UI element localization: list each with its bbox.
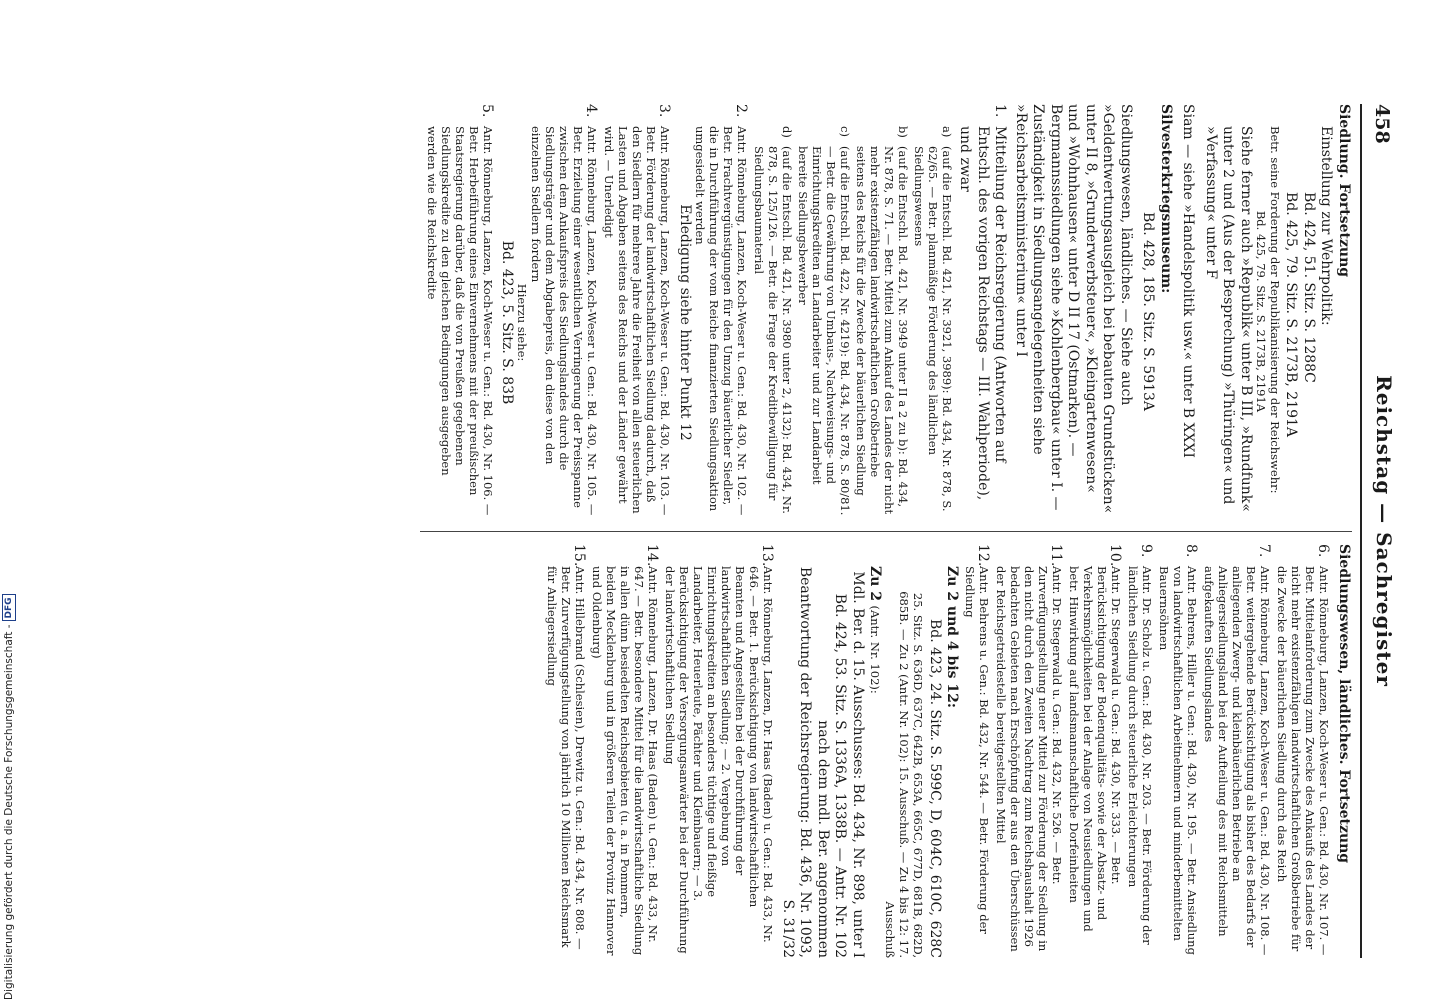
item-text: Antr. Rönneburg, Lanzen, Koch-Weser u. Gen.: Bd. 430, Nr. 103. — Betr. Förderung der landwirtschaftlichen Siedlung dadurch, daß den Siedlern für mehrere Jahre die Freiheit von allen steuerlichen Lasten und Abgaben seitens des Reichs und der Länder gewährt wird. — Unerledigt [602,126,673,516]
item-text: Antr. Dr. Stegerwald u. Gen.: Bd. 430, Nr. 333. — Betr. Berücksichtigung der Bodenqualitäts- sowie der Absatz- und Verkehrsmöglichkeiten bei der Anlage von Neusiedlungen und betr. Hinwirkung auf landsmannschaftliche Dorfeinheiten [1067,566,1124,932]
list-item [603,104,673,519]
sub-item-text: (auf die Entschl. Bd. 421, Nr. 3949 unter II a 2 zu b): Bd. 434, Nr. 878, S. 71. — Betr. Mittel zum Ankauf des Landes der nicht mehr existenzfähigen landwirtschaftlichen Großbetriebe seitens des Reichs für die Zwecke der bäuerlichen Siedlung [854,146,910,515]
sub-item [796,126,852,519]
item-text: Antr. Hillebrand (Schlesien), Drewitz u. Gen.: Bd. 434, Nr. 808. — Betr. Zurverfügungstellung von jährlich 10 Millionen Reichsmark für Anliegersiedlung [545,566,588,950]
item-number: 15. [571,544,588,567]
item-text: Antr. Rönneburg, Lanzen, Dr. Haas (Baden) u. Gen.: Bd. 433, Nr. 647. — Betr. besondere Mittel für die landwirtschaftliche Siedlung in allen dünn besiedelten Reichsgebieten (u. a. in Pommern, beiden Mecklenburg und in größeren Teilen der Provinz Hannover und Oldenburg) [590,566,661,956]
item-text: Antr. Rönneburg, Lanzen, Koch-Weser u. Gen.: Bd. 430, Nr. 106. — Betr. Herbeiführung eines Einvernehmens mit der preußischen Staatsregierung darüber, daß die von Preußen gegebenen Siedlungskredite zu den gleichen Bedingungen ausgegeben werden wie die Reichskredite [425,126,495,516]
item-number: 14. [644,544,661,567]
item-number: 2. [733,104,749,118]
reference: Bd. 428, 185. Sitz. S. 5913A [1140,211,1157,412]
zu-label: Zu 2 [867,566,884,602]
page-header [1360,104,1394,958]
list-item [752,104,1009,519]
item-text: Antr. Rönneburg, Lanzen, Koch-Weser u. Gen.: Bd. 430, Nr. 108. — Betr. weitergehende Berücksichtigung als bisher des Bedarfs der anliegenden Zwerg- und kleinbäuerlichen Betriebe an Anliegersiedlungsland bei der Aufteilung des mit Reichsmitteln aufgekauften Siedlungslandes [1202,566,1273,956]
see-also: Siehe ferner auch »Republik« unter B III, »Rundfunk« unter 2 und (Aus der Besprechung) »Thüringen« und »Verfassung« unter F [1203,126,1254,512]
entry-siedlung-cont [1202,104,1353,519]
sub-item-label: d) [780,126,794,138]
entry-heading: Siedlung. Fortsetzung [1336,104,1352,278]
left-column [420,104,1352,531]
item-text: Antr. Rönneburg, Lanzen, Koch-Weser u. Gen.: Bd. 430, Nr. 107. — Betr. Mittelanforderung zum Zwecke des Ankaufs des Landes der nicht mehr existenzfähigen landwirtschaftlichen Großbetriebe für die Zwecke der bäuerlichen Siedlung durch das Reich [1275,566,1332,956]
sub-item [912,126,954,519]
list-item [1068,544,1124,958]
list-item [591,544,661,958]
entry-heading: Silvesterkriegsmuseum: [1158,104,1174,294]
sub-item-text: (auf die Entschl. Bd. 422, Nr. 4219): Bd. 434, Nr. 878, S. 80/81. — Betr. die Gewährung von Umbaus-, Nachweisungs- und Einrichtungskrediten an Landarbeiter und zur Landarbeit bereite Siedlungsbewerber [796,146,852,516]
item-text: Antr. Rönneburg, Lanzen, Koch-Weser u. Gen.: Bd. 430, Nr. 102. — Betr. Frachtvergünstigungen für den Umzug bäuerlicher Siedler, die in Durchführung der vom Reiche finanzierten Siedlungsaktion umgesiedelt werden [693,126,749,516]
zu-2-block [779,544,884,958]
reference: Beantwortung der Reichsregierung: Bd. 436, Nr. 1093, S. 31/32 [780,566,814,958]
sub-item-text: (auf die Entschl. Bd. 421, Nr. 3921, 3989): Bd. 434, Nr. 878, S. 62/65. — Betr. planmäßige Förderung des ländlichen Siedlungswesens [912,146,954,512]
digitization-credit [2,0,16,1000]
zu-label: Zu 2 und 4 bis 12: [944,566,961,709]
item-number: 3. [656,104,673,118]
sub-item [854,126,910,519]
item-number: 7. [1256,544,1273,558]
item-number: 10. [1107,544,1124,567]
entry-note: Betr. seine Forderung der Republikanisierung der Reichswehr: [1268,126,1282,494]
list-item [676,104,750,519]
list-item [995,544,1065,958]
item-text: Antr. Rönneburg, Lanzen, Koch-Weser u. Gen.: Bd. 430, Nr. 105. — Betr. Erzielung einer wesentlichen Verringerung der Preisspanne zwischen dem Ankaufspreis des Siedlungslandes durch die Siedlungsträger und dem Abgabepreis, den diese von den einzelnen Siedlern fordern [529,126,600,516]
entry-heading: Siedlungswesen, ländliches. Fortsetzung [1336,544,1352,864]
running-title: Reichstag — Sachregister [1372,375,1396,687]
list-item [1158,544,1200,958]
item-text: Antr. Dr. Stegerwald u. Gen.: Bd. 432, Nr. 526. — Betr. Zurverfügungstellung neuer Mittel zur Förderung der Siedlung in den nicht durch den Zweiten Nachtrag zum Reichshaushalt 1926 bedachten Gebieten nach Erschöpfung der aus den Überschüssen der Reichsgetreidestelle bereitgestellten Mittel [994,566,1065,952]
page-number: 458 [1371,104,1393,144]
item-number: 13. [759,544,776,567]
list-item [546,544,588,958]
reference: Bd. 423, 5. Sitz. S. 83B [499,240,516,405]
reference: Bd. 424, 53. Sitz. S. 1336A, 1338B. — Antr. Nr. 102 nach dem mdl. Ber. angenommen [815,593,849,958]
reference: Bd. 423, 24. Sitz. S. 599C, D, 604C, 610C, 628C [927,618,943,958]
sub-item [752,126,794,519]
reference: 25. Sitz. S. 636D, 637C, 642B, 653A, 665C, 677D, 681B, 682D, 685B. — Zu 2 (Antr. Nr. 102): 15. Ausschuß. — Zu 4 bis 12: 17. Ausschuß [883,591,926,958]
item-text: Antr. Dr. Scholz u. Gen.: Bd. 430, Nr. 203. — Betr. Förderung der ländlichen Siedlung durch steuerliche Erleichterungen [1126,566,1155,945]
item-text: Antr. Rönneburg, Lanzen, Dr. Haas (Baden) u. Gen.: Bd. 433, Nr. 646. — Betr. 1. Berücksichtigung von landwirtschaftlichen Beamten und Angestellten bei der Durchführung der landwirtschaftlichen Siedlung; — 2. Vergebung von Einrichtungskrediten an besonders tüchtige und fleißige Landarbeiter, Heuerleute, Pächter und Kleinbauern; — 3. Berücksichtigung der Versorgungsanwärter bei der Durchführung der landwirtschaftlichen Siedlung [663,566,776,954]
item-text: Antr. Behrens u. Gen.: Bd. 432, Nr. 544. — Betr. Förderung der Siedlung [963,566,992,934]
item-number: 9. [1138,544,1155,558]
list-item [964,544,992,958]
item-number: 6. [1315,544,1332,558]
sub-item-label: a) [940,126,954,138]
zu-paren: (Antr. Nr. 102): [868,605,883,694]
item-number: 11. [1048,544,1065,567]
entry-silvesterkriegsmuseum [1139,104,1174,519]
list-item [1203,544,1273,958]
item-number: 5. [479,104,495,118]
two-column-body [420,104,1352,958]
list-item [1276,544,1332,958]
reference: Bd. 425, 79. Sitz. S. 2173B, 2191A [1283,192,1300,438]
item-number: 1. [992,104,1009,118]
item-number: 12. [975,544,992,567]
entry-subheading: Einstellung zur Wehrpolitik: [1318,126,1335,326]
credit-text: Digitalisierung gefördert durch die Deutsche Forschungsgemeinschaft - [3,624,15,1000]
sub-item-label: c) [838,126,852,137]
item-text: Antr. Behrens, Hiller u. Gen.: Bd. 430, Nr. 195. — Betr. Ansiedlung von landwirtschaftlichen Arbeitnehmern und minderbemittelten Bauernsöhnen [1157,566,1200,955]
dfg-logo: DFG [2,594,16,621]
list-item [1127,544,1155,958]
sub-item-label: b) [896,126,910,138]
right-column [420,531,1352,958]
entry-siedlungswesen [425,104,1134,519]
reference: Bd. 424, 51. Sitz. S. 1288C [1301,192,1317,383]
list-item [498,104,600,519]
reference: Bd. 425, 79. Sitz. S. 2173B, 2191A [1254,210,1268,413]
list-item [425,104,495,519]
item-number: 8. [1183,544,1200,558]
entry-heading: Siedlungswesen, ländliches. — Siehe auch »Geldentwertungsausgleich bei bebauten Grundstücken« unter II 8, »Grunderwerbsteuer«, »Kleingartenwesen« und »Wohnhausen« unter D II 17 (Ostmarken). — Bergmannssiedlungen siehe »Kohlenbergbau« unter I. — Zuständigkeit in Siedlungsangelegenheiten siehe »Reichsarbeitsministerium« unter I [1013,104,1134,514]
sub-item-text: (auf die Entschl. Bd. 421, Nr. 3980 unter 2, 4132): Bd. 434, Nr. 878, S. 125/126. — Betr. die Frage der Kreditbewilligung für Siedlungsbaumaterial [752,146,794,514]
item-text: Mitteilung der Reichsregierung (Antworten auf Entschl. des vorigen Reichstags — III. Wahlperiode), und zwar [957,126,1009,501]
entry-siam [1179,104,1197,519]
entry-text: Siam — siehe »Handelspolitik usw.« unter B XXXI [1180,104,1197,458]
item-status: Erledigung siehe hinter Punkt 12 [677,204,693,441]
zu-2-4-12-block [884,544,961,958]
list-item [664,544,776,958]
reference: Mdl. Ber. d. 15. Ausschusses: Bd. 434, Nr. 898, unter I [850,571,866,958]
hierzu-label: Hierzu siehe: [515,283,530,362]
item-number: 4. [583,104,600,118]
entry-heading-text [1012,104,1135,519]
